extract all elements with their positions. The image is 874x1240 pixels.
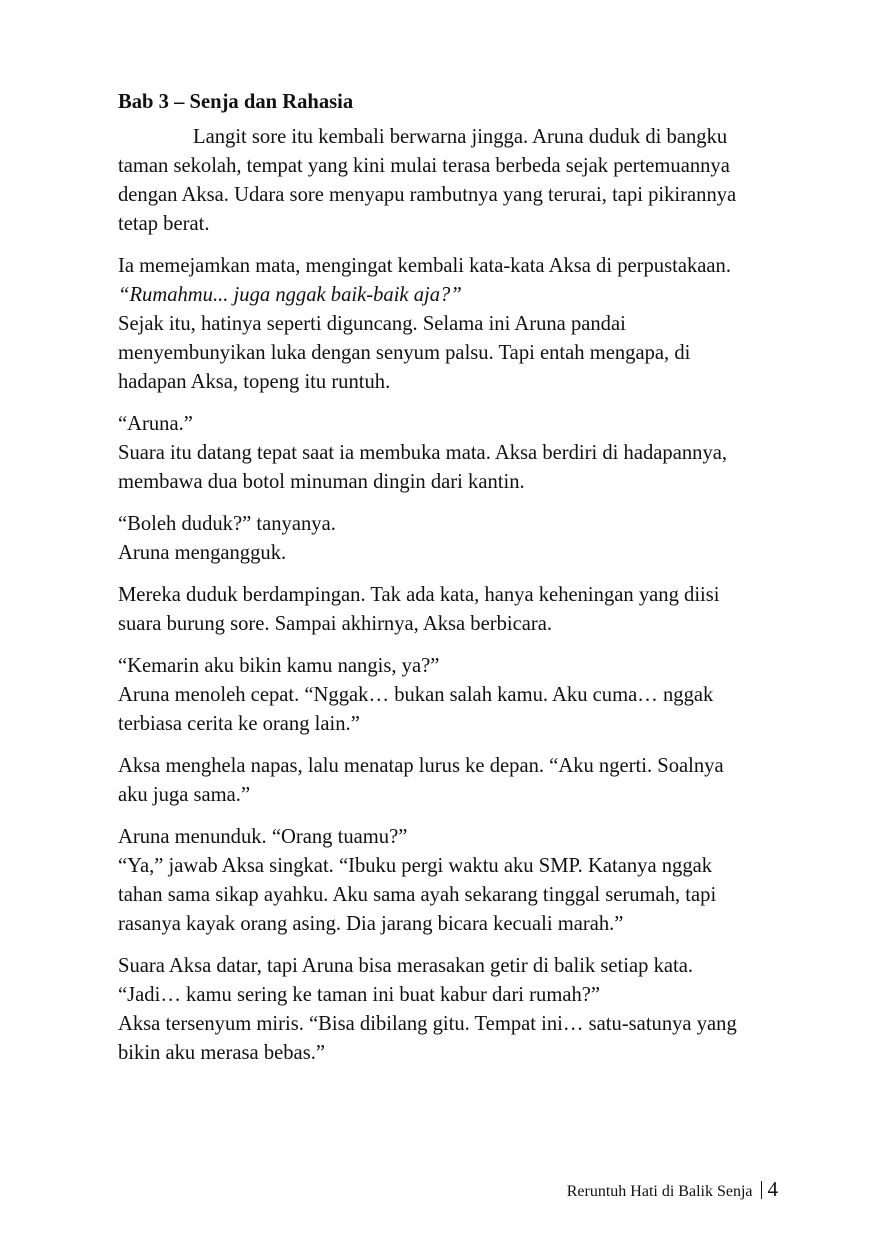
text-line: “Jadi… kamu sering ke taman ini buat kabur dari rumah?” [118,984,601,1006]
paragraph-4 [118,510,818,568]
text-line: aku juga sama.” [118,784,251,806]
footer-book-title: Reruntuh Hati di Balik Senja [566,1183,753,1200]
paragraph-5 [118,581,818,639]
text-line: Mereka duduk berdampingan. Tak ada kata, hanya keheningan yang diisi [118,584,720,606]
text-line: Aruna menoleh cepat. “Nggak… bukan salah kamu. Aku cuma… nggak [118,684,714,706]
text-line: Aksa tersenyum miris. “Bisa dibilang gitu. Tempat ini… satu-satunya yang [118,1013,737,1035]
paragraph-8 [118,823,818,939]
paragraph-9 [118,952,818,1068]
text-line: menyembunyikan luka dengan senyum palsu. Tapi entah mengapa, di [118,342,691,364]
page-body [118,88,818,1081]
paragraph-1 [118,123,818,239]
text-line: Suara Aksa datar, tapi Aruna bisa merasakan getir di balik setiap kata. [118,955,694,977]
text-line: rasanya kayak orang asing. Dia jarang bicara kecuali marah.” [118,913,624,935]
text-line: dengan Aksa. Udara sore menyapu rambutnya yang terurai, tapi pikirannya [118,184,737,206]
text-line: Aksa menghela napas, lalu menatap lurus ke depan. “Aku ngerti. Soalnya [118,755,724,777]
italic-quote-line: “Rumahmu... juga nggak baik-baik aja?” [118,284,462,306]
page-number: 4 [767,1177,778,1201]
paragraph-6 [118,652,818,739]
text-line: membawa dua botol minuman dingin dari kantin. [118,471,525,493]
footer-divider [761,1181,762,1199]
chapter-title: Bab 3 – Senja dan Rahasia [118,91,354,113]
paragraph-2 [118,252,818,397]
text-line: Sejak itu, hatinya seperti diguncang. Selama ini Aruna pandai [118,313,626,335]
text-line: tetap berat. [118,213,210,235]
text-line: suara burung sore. Sampai akhirnya, Aksa berbicara. [118,613,553,635]
page-footer [567,1176,778,1205]
text-line: “Aruna.” [118,413,193,435]
text-line: tahan sama sikap ayahku. Aku sama ayah sekarang tinggal serumah, tapi [118,884,717,906]
text-line: Aruna menunduk. “Orang tuamu?” [118,826,408,848]
text-line: “Ya,” jawab Aksa singkat. “Ibuku pergi waktu aku SMP. Katanya nggak [118,855,713,877]
paragraph-3 [118,410,818,497]
text-line: Langit sore itu kembali berwarna jingga. Aruna duduk di bangku [193,126,728,148]
text-line: Aruna mengangguk. [118,542,287,564]
text-line: “Boleh duduk?” tanyanya. [118,513,336,535]
text-line: hadapan Aksa, topeng itu runtuh. [118,371,391,393]
text-line: “Kemarin aku bikin kamu nangis, ya?” [118,655,440,677]
text-line: Suara itu datang tepat saat ia membuka mata. Aksa berdiri di hadapannya, [118,442,728,464]
paragraph-7 [118,752,818,810]
text-line: taman sekolah, tempat yang kini mulai terasa berbeda sejak pertemuannya [118,155,730,177]
text-line: terbiasa cerita ke orang lain.” [118,713,360,735]
text-line: Ia memejamkan mata, mengingat kembali kata-kata Aksa di perpustakaan. [118,255,732,277]
text-line: bikin aku merasa bebas.” [118,1042,326,1064]
